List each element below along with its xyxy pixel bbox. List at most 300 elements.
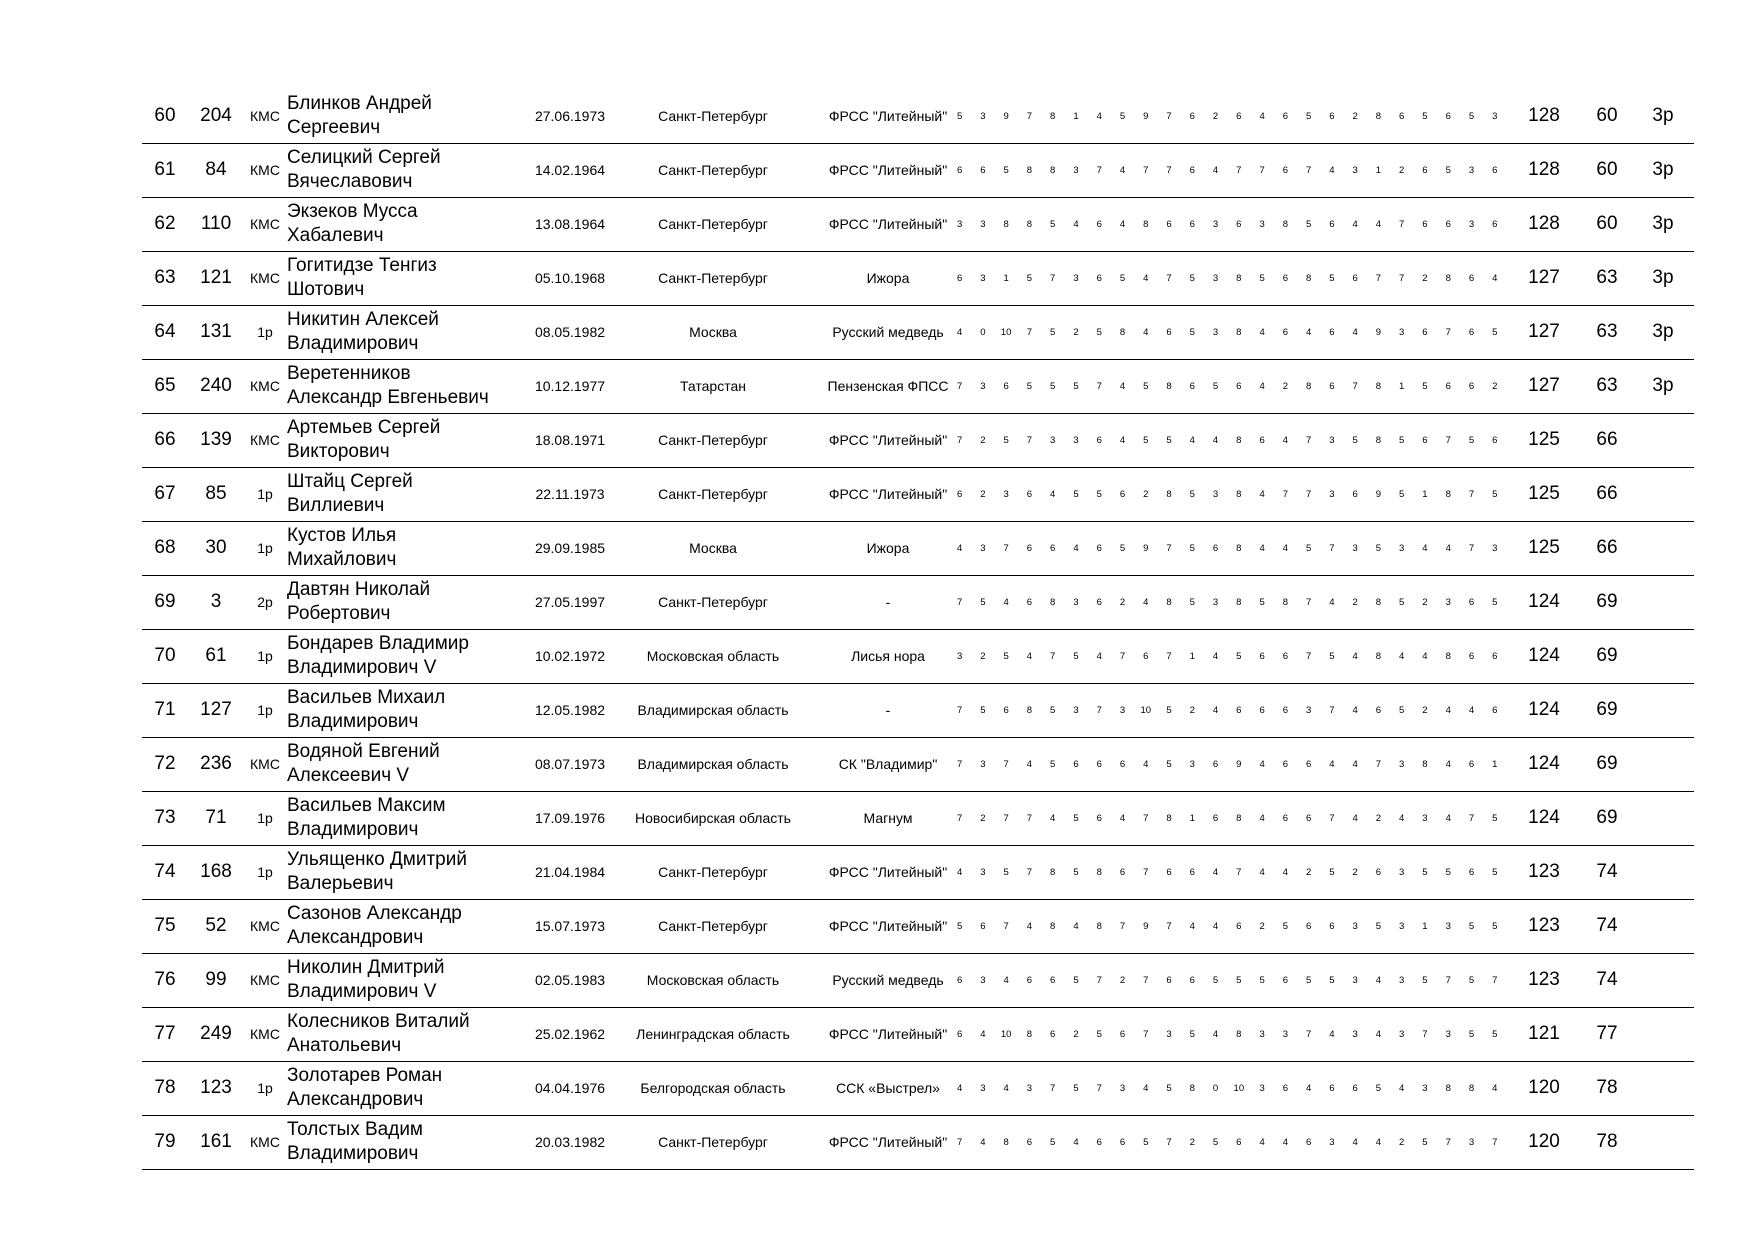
series-score: 6	[1096, 812, 1102, 824]
athlete-surname: Сазонов Александр	[287, 903, 462, 924]
series-score: 3	[1445, 1028, 1451, 1040]
series-score: 1	[1492, 758, 1498, 770]
series-score: 7	[1492, 974, 1498, 986]
athlete-name-cell	[287, 1062, 522, 1114]
athlete-name-cell	[287, 144, 522, 196]
series-score: 10	[1000, 1028, 1012, 1040]
series-score: 5	[1096, 1028, 1102, 1040]
series-score: 4	[1445, 812, 1451, 824]
series-score: 3	[1282, 1028, 1288, 1040]
results-table	[142, 90, 1694, 1170]
series-score: 6	[1096, 218, 1102, 230]
series-score: 1	[1422, 488, 1428, 500]
series-score: 8	[1236, 326, 1242, 338]
rank-cell: 1р	[257, 324, 273, 340]
series-score: 1	[1422, 920, 1428, 932]
series-score: 7	[1305, 1028, 1312, 1040]
category-cell	[1632, 684, 1694, 736]
series-score: 7	[1050, 1082, 1056, 1094]
table-row	[142, 468, 1694, 522]
club-cell: ФРСС "Литейный"	[828, 216, 948, 232]
series-score: 4	[1003, 974, 1009, 986]
series-score: 3	[1399, 326, 1405, 338]
series-score: 5	[1212, 1136, 1219, 1148]
total-cell: 124	[1528, 753, 1560, 774]
athlete-surname: Бондарев Владимир	[287, 633, 469, 654]
series-score: 2	[980, 434, 986, 446]
table-row	[142, 198, 1694, 252]
series-score: 5	[1375, 542, 1382, 554]
category-cell: 3р	[1652, 159, 1674, 180]
series-score: 2	[1282, 380, 1288, 392]
series-score: 5	[956, 110, 963, 122]
series-score: 3	[1468, 164, 1475, 176]
series-score: 5	[1189, 596, 1195, 608]
series-score: 5	[1282, 920, 1288, 932]
series-score: 8	[1375, 110, 1382, 122]
athlete-surname: Васильев Михаил	[287, 687, 446, 708]
series-score: 6	[1422, 218, 1428, 230]
series-score: 3	[1003, 488, 1009, 500]
club-cell: Ижора	[866, 270, 910, 286]
series-score: 5	[1026, 272, 1033, 284]
table-row	[142, 522, 1694, 576]
bib-number-cell: 249	[200, 1023, 232, 1044]
series-score: 7	[1096, 974, 1102, 986]
series-score: 5	[1189, 272, 1195, 284]
series-score: 6	[1189, 974, 1195, 986]
series-score: 7	[1445, 1136, 1451, 1148]
place-cell: 73	[154, 807, 176, 828]
table-row	[142, 684, 1694, 738]
series-score: 3	[1352, 542, 1358, 554]
athlete-surname: Никитин Алексей	[287, 309, 439, 330]
series-score: 8	[1166, 380, 1172, 392]
series-score: 0	[1212, 1082, 1219, 1094]
birth-date-cell: 12.05.1982	[534, 702, 606, 718]
series-score: 7	[1468, 812, 1475, 824]
athlete-patronymic: Владимирович	[287, 711, 419, 732]
series-score: 7	[1445, 326, 1451, 338]
series-score: 0	[980, 326, 986, 338]
series-score: 7	[1305, 596, 1312, 608]
series-score: 6	[1422, 326, 1428, 338]
series-score: 4	[1282, 434, 1288, 446]
series-score: 5	[1166, 434, 1172, 446]
place-cell: 70	[154, 645, 176, 666]
series-score: 5	[1305, 218, 1312, 230]
series-score: 3	[1399, 920, 1405, 932]
club-cell: ФРСС "Литейный"	[828, 1134, 948, 1150]
club-cell: ФРСС "Литейный"	[828, 432, 948, 448]
series-score: 8	[1096, 866, 1102, 878]
series-score: 6	[1119, 758, 1126, 770]
series-score: 6	[1329, 326, 1335, 338]
series-score: 3	[1212, 596, 1219, 608]
birth-date-cell: 10.12.1977	[534, 378, 606, 394]
series-score: 4	[1073, 920, 1079, 932]
series-score: 2	[980, 488, 986, 500]
series-score: 4	[1352, 326, 1358, 338]
series-score: 5	[1073, 812, 1079, 824]
series-score: 2	[1352, 866, 1358, 878]
final-place-cell: 63	[1596, 375, 1618, 396]
series-score: 2	[1212, 110, 1219, 122]
series-score: 7	[1003, 758, 1009, 770]
series-score: 6	[1050, 542, 1056, 554]
category-cell	[1632, 1062, 1694, 1114]
series-score: 3	[1119, 704, 1126, 716]
series-score: 6	[1166, 218, 1172, 230]
series-score: 6	[1236, 218, 1242, 230]
bib-number-cell: 52	[205, 915, 227, 936]
series-score: 9	[1236, 758, 1242, 770]
series-score: 4	[1143, 1082, 1149, 1094]
series-score: 6	[1050, 1028, 1056, 1040]
series-score: 7	[1236, 164, 1242, 176]
series-score: 2	[1399, 164, 1405, 176]
bib-number-cell: 71	[205, 807, 227, 828]
place-cell: 71	[154, 699, 176, 720]
series-score: 7	[1329, 704, 1335, 716]
series-score: 8	[1375, 650, 1382, 662]
series-score: 6	[1096, 758, 1102, 770]
series-score: 6	[1445, 380, 1451, 392]
series-score: 4	[1189, 920, 1195, 932]
athlete-name-cell	[287, 1008, 522, 1060]
bib-number-cell: 99	[205, 969, 227, 990]
series-score: 3	[956, 218, 963, 230]
series-score: 8	[1375, 380, 1382, 392]
series-score: 4	[1143, 326, 1149, 338]
series-score: 6	[1003, 704, 1009, 716]
region-cell: Санкт-Петербург	[658, 270, 768, 286]
club-cell: ФРСС "Литейный"	[828, 1026, 948, 1042]
birth-date-cell: 14.02.1964	[534, 162, 606, 178]
series-score: 3	[1329, 1136, 1335, 1148]
bib-number-cell: 61	[205, 645, 227, 666]
series-score: 6	[1189, 866, 1195, 878]
rank-cell: КМС	[250, 216, 280, 232]
series-score: 6	[1119, 1136, 1126, 1148]
total-cell: 125	[1528, 429, 1560, 450]
series-score: 5	[1236, 650, 1242, 662]
series-score: 8	[1236, 542, 1242, 554]
series-score: 8	[1236, 812, 1242, 824]
table-row	[142, 954, 1694, 1008]
series-score: 8	[1236, 434, 1242, 446]
birth-date-cell: 27.06.1973	[534, 108, 606, 124]
club-cell: ФРСС "Литейный"	[828, 108, 948, 124]
final-place-cell: 66	[1596, 537, 1618, 558]
series-score: 6	[1259, 650, 1265, 662]
series-score: 4	[956, 1082, 963, 1094]
series-score: 6	[1282, 272, 1288, 284]
series-score: 2	[1352, 110, 1358, 122]
series-score: 6	[1468, 650, 1475, 662]
athlete-surname: Николин Дмитрий	[287, 957, 445, 978]
category-cell	[1632, 468, 1694, 520]
table-row	[142, 630, 1694, 684]
birth-date-cell: 04.04.1976	[534, 1080, 606, 1096]
series-score: 8	[1003, 218, 1009, 230]
series-score: 4	[1096, 110, 1102, 122]
total-cell: 124	[1528, 645, 1560, 666]
series-score: 2	[1422, 272, 1428, 284]
series-score: 5	[1468, 1028, 1475, 1040]
birth-date-cell: 20.03.1982	[534, 1134, 606, 1150]
series-score: 5	[1399, 434, 1405, 446]
place-cell: 61	[154, 159, 176, 180]
series-score: 3	[1352, 164, 1358, 176]
athlete-surname: Золотарев Роман	[287, 1065, 443, 1086]
series-score: 7	[1096, 704, 1102, 716]
series-score: 8	[1445, 272, 1451, 284]
series-score: 2	[1189, 1136, 1195, 1148]
series-score: 6	[1422, 434, 1428, 446]
series-score: 8	[1236, 272, 1242, 284]
series-score: 8	[1143, 218, 1149, 230]
series-score: 6	[980, 164, 986, 176]
place-cell: 60	[154, 105, 176, 126]
table-row	[142, 360, 1694, 414]
series-score: 7	[1143, 812, 1149, 824]
series-score: 6	[1305, 812, 1312, 824]
final-place-cell: 69	[1596, 807, 1618, 828]
series-score: 6	[1468, 866, 1475, 878]
athlete-name-cell	[287, 360, 522, 412]
series-score: 4	[1119, 812, 1126, 824]
athlete-surname: Васильев Максим	[287, 795, 446, 816]
series-score: 4	[1492, 1082, 1498, 1094]
final-place-cell: 66	[1596, 483, 1618, 504]
series-score: 4	[1282, 1136, 1288, 1148]
series-score: 6	[1073, 758, 1079, 770]
table-row	[142, 576, 1694, 630]
series-score: 3	[980, 380, 986, 392]
series-score: 8	[1166, 812, 1172, 824]
series-score: 6	[1375, 866, 1382, 878]
series-score: 4	[1026, 920, 1033, 932]
rank-cell: 1р	[257, 540, 273, 556]
athlete-surname: Веретенников	[287, 363, 411, 384]
series-score: 3	[1073, 704, 1079, 716]
series-score: 5	[1492, 812, 1498, 824]
series-score: 4	[1212, 704, 1219, 716]
series-score: 4	[1212, 920, 1219, 932]
series-score: 5	[1073, 488, 1079, 500]
series-score: 4	[956, 326, 963, 338]
series-score: 5	[1399, 704, 1405, 716]
region-cell: Санкт-Петербург	[658, 918, 768, 934]
series-score: 6	[1050, 974, 1056, 986]
birth-date-cell: 18.08.1971	[534, 432, 606, 448]
series-score: 9	[1003, 110, 1009, 122]
series-score: 8	[1305, 272, 1312, 284]
table-row	[142, 792, 1694, 846]
series-score: 5	[1143, 434, 1149, 446]
series-score: 6	[1399, 110, 1405, 122]
series-score: 5	[1073, 974, 1079, 986]
final-place-cell: 74	[1596, 915, 1618, 936]
series-score: 7	[1003, 812, 1009, 824]
series-score: 1	[1073, 110, 1079, 122]
athlete-surname: Толстых Вадим	[287, 1119, 423, 1140]
athlete-patronymic: Викторович	[287, 441, 390, 462]
athlete-name-cell	[287, 468, 522, 520]
series-score: 3	[1119, 1082, 1126, 1094]
series-score: 2	[1352, 596, 1358, 608]
final-place-cell: 69	[1596, 699, 1618, 720]
series-score: 6	[1329, 1082, 1335, 1094]
series-score: 5	[1236, 974, 1242, 986]
series-score: 5	[1492, 1028, 1498, 1040]
athlete-patronymic: Александрович	[287, 1089, 424, 1110]
series-score: 1	[1003, 272, 1009, 284]
series-score: 3	[980, 218, 986, 230]
region-cell: Владимирская область	[637, 756, 789, 772]
series-score: 4	[1212, 434, 1219, 446]
series-score: 2	[980, 812, 986, 824]
series-score: 6	[1305, 1136, 1312, 1148]
series-score: 6	[1282, 326, 1288, 338]
athlete-patronymic: Владимирович V	[287, 657, 437, 678]
series-score: 5	[1096, 488, 1102, 500]
series-score: 3	[1422, 812, 1428, 824]
series-score: 4	[1259, 488, 1265, 500]
series-score: 6	[1329, 218, 1335, 230]
series-score: 7	[1445, 974, 1451, 986]
series-score: 7	[1329, 542, 1335, 554]
series-score: 6	[1236, 380, 1242, 392]
series-score: 6	[1492, 164, 1498, 176]
birth-date-cell: 02.05.1983	[534, 972, 606, 988]
athlete-surname: Кустов Илья	[287, 525, 397, 546]
athlete-surname: Артемьев Сергей	[287, 417, 441, 438]
series-score: 4	[1282, 866, 1288, 878]
series-score: 8	[1166, 488, 1172, 500]
series-score: 4	[1212, 164, 1219, 176]
series-score: 7	[956, 434, 963, 446]
final-place-cell: 60	[1596, 213, 1618, 234]
series-score: 4	[1282, 542, 1288, 554]
athlete-surname: Водяной Евгений	[287, 741, 440, 762]
series-score: 6	[1422, 164, 1428, 176]
series-score: 8	[1305, 380, 1312, 392]
series-score: 4	[1096, 650, 1102, 662]
total-cell: 128	[1528, 159, 1560, 180]
athlete-surname: Ульященко Дмитрий	[287, 849, 467, 870]
series-score: 6	[1026, 596, 1033, 608]
club-cell: ССК «Выстрел»	[836, 1080, 940, 1096]
series-score: 2	[1492, 380, 1498, 392]
series-score: 5	[1003, 164, 1009, 176]
series-score: 3	[980, 542, 986, 554]
series-score: 8	[1050, 596, 1056, 608]
series-score: 6	[1096, 542, 1102, 554]
series-score: 6	[1445, 218, 1451, 230]
series-score: 5	[956, 920, 963, 932]
rank-cell: 1р	[257, 486, 273, 502]
rank-cell: 1р	[257, 1080, 273, 1096]
athlete-name-cell	[287, 900, 522, 952]
series-score: 5	[1468, 434, 1475, 446]
series-score: 4	[1050, 812, 1056, 824]
athlete-name-cell	[287, 954, 522, 1006]
series-score: 6	[1468, 272, 1475, 284]
series-score: 7	[1166, 272, 1172, 284]
region-cell: Татарстан	[679, 378, 746, 394]
athlete-patronymic: Хабалевич	[287, 225, 384, 246]
series-score: 6	[956, 1028, 963, 1040]
series-score: 7	[1492, 1136, 1498, 1148]
athlete-surname: Блинков Андрей	[287, 93, 432, 114]
series-score: 5	[1305, 974, 1312, 986]
bib-number-cell: 131	[200, 321, 232, 342]
series-score: 6	[1003, 380, 1009, 392]
series-score: 7	[956, 758, 963, 770]
series-score: 7	[1329, 812, 1335, 824]
final-place-cell: 74	[1596, 969, 1618, 990]
club-cell: Русский медведь	[832, 972, 944, 988]
series-score: 7	[1166, 1136, 1172, 1148]
series-score: 8	[1026, 218, 1033, 230]
series-score: 7	[1305, 488, 1312, 500]
series-score: 4	[1329, 758, 1335, 770]
series-score: 4	[1259, 758, 1265, 770]
series-score: 8	[1096, 920, 1102, 932]
final-place-cell: 60	[1596, 105, 1618, 126]
series-score: 7	[956, 380, 963, 392]
series-score: 5	[1305, 110, 1312, 122]
athlete-patronymic: Виллиевич	[287, 495, 385, 516]
series-score: 6	[1282, 758, 1288, 770]
series-score: 5	[980, 596, 986, 608]
category-cell	[1632, 792, 1694, 844]
series-score: 3	[1259, 1028, 1265, 1040]
birth-date-cell: 13.08.1964	[534, 216, 606, 232]
total-cell: 125	[1528, 483, 1560, 504]
series-score: 6	[1492, 434, 1498, 446]
athlete-patronymic: Робертович	[287, 603, 391, 624]
series-score: 6	[1119, 1028, 1126, 1040]
series-score: 5	[1166, 758, 1172, 770]
total-cell: 125	[1528, 537, 1560, 558]
region-cell: Санкт-Петербург	[658, 108, 768, 124]
category-cell	[1632, 738, 1694, 790]
series-score: 6	[1166, 974, 1172, 986]
series-score: 2	[1399, 1136, 1405, 1148]
series-score: 5	[1073, 1082, 1079, 1094]
series-score: 5	[1422, 974, 1428, 986]
club-cell: ФРСС "Литейный"	[828, 162, 948, 178]
category-cell	[1632, 846, 1694, 898]
series-score: 6	[1329, 920, 1335, 932]
region-cell: Санкт-Петербург	[658, 594, 768, 610]
series-score: 8	[1119, 326, 1126, 338]
series-score: 8	[1445, 1082, 1451, 1094]
club-cell: Ижора	[866, 540, 910, 556]
series-score: 5	[1073, 866, 1079, 878]
series-score: 4	[1352, 1136, 1358, 1148]
series-score: 5	[1212, 380, 1219, 392]
series-score: 6	[1468, 326, 1475, 338]
total-cell: 124	[1528, 807, 1560, 828]
table-row	[142, 1116, 1694, 1170]
bib-number-cell: 123	[200, 1077, 232, 1098]
series-score: 8	[1050, 920, 1056, 932]
series-score: 3	[980, 272, 986, 284]
